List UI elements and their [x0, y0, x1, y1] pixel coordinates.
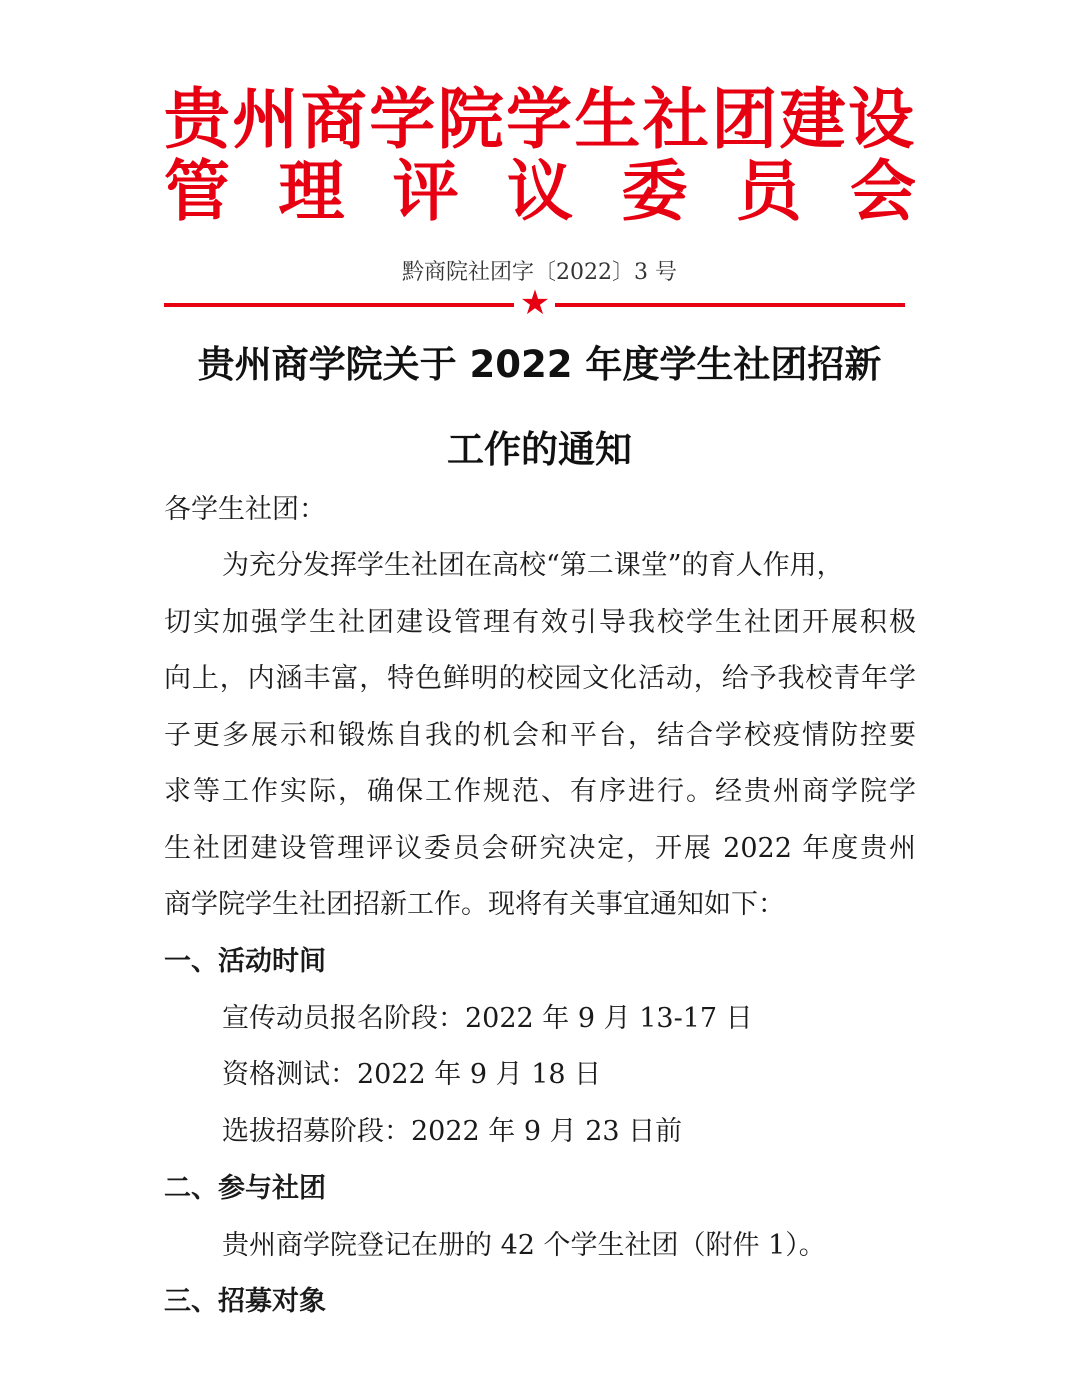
notice-title-line-2: 工作的通知 — [447, 428, 632, 471]
document-number: 黔商院社团字〔2022〕3 号 — [402, 260, 677, 285]
section-heading: 二、参与社团 — [164, 1173, 326, 1204]
red-divider-left — [164, 303, 514, 307]
section-item: 选拔招募阶段：2022 年 9 月 23 日前 — [222, 1116, 683, 1147]
section-heading: 三、招募对象 — [164, 1286, 326, 1317]
paragraph-line: 向上，内涵丰富，特色鲜明的校园文化活动，给予我校青年学 — [164, 663, 916, 694]
section-item: 资格测试：2022 年 9 月 18 日 — [222, 1059, 602, 1090]
paragraph-line: 求等工作实际，确保工作规范、有序进行。经贵州商学院学 — [164, 776, 916, 807]
star-icon: ★ — [519, 283, 551, 323]
paragraph-line: 为充分发挥学生社团在高校“第二课堂”的育人作用， — [222, 550, 844, 581]
section-item: 宣传动员报名阶段：2022 年 9 月 13-17 日 — [222, 1003, 753, 1034]
paragraph-line: 子更多展示和锻炼自我的机会和平台，结合学校疫情防控要 — [164, 720, 916, 751]
paragraph-line: 商学院学生社团招新工作。现将有关事宜通知如下： — [164, 889, 785, 920]
masthead-line-2: 管 理 评 议 委 员 会 — [164, 152, 916, 230]
section-heading: 一、活动时间 — [164, 946, 326, 977]
masthead-line-1: 贵州商学院学生社团建设 — [164, 80, 916, 158]
salutation: 各学生社团： — [164, 494, 326, 525]
notice-title-line-1: 贵州商学院关于 2022 年度学生社团招新 — [197, 343, 882, 386]
section-item: 贵州商学院登记在册的 42 个学生社团（附件 1）。 — [222, 1230, 826, 1261]
paragraph-line: 切实加强学生社团建设管理有效引导我校学生社团开展积极 — [164, 607, 916, 638]
paragraph-line: 生社团建设管理评议委员会研究决定，开展 2022 年度贵州 — [164, 833, 916, 864]
red-divider-right — [555, 303, 905, 307]
